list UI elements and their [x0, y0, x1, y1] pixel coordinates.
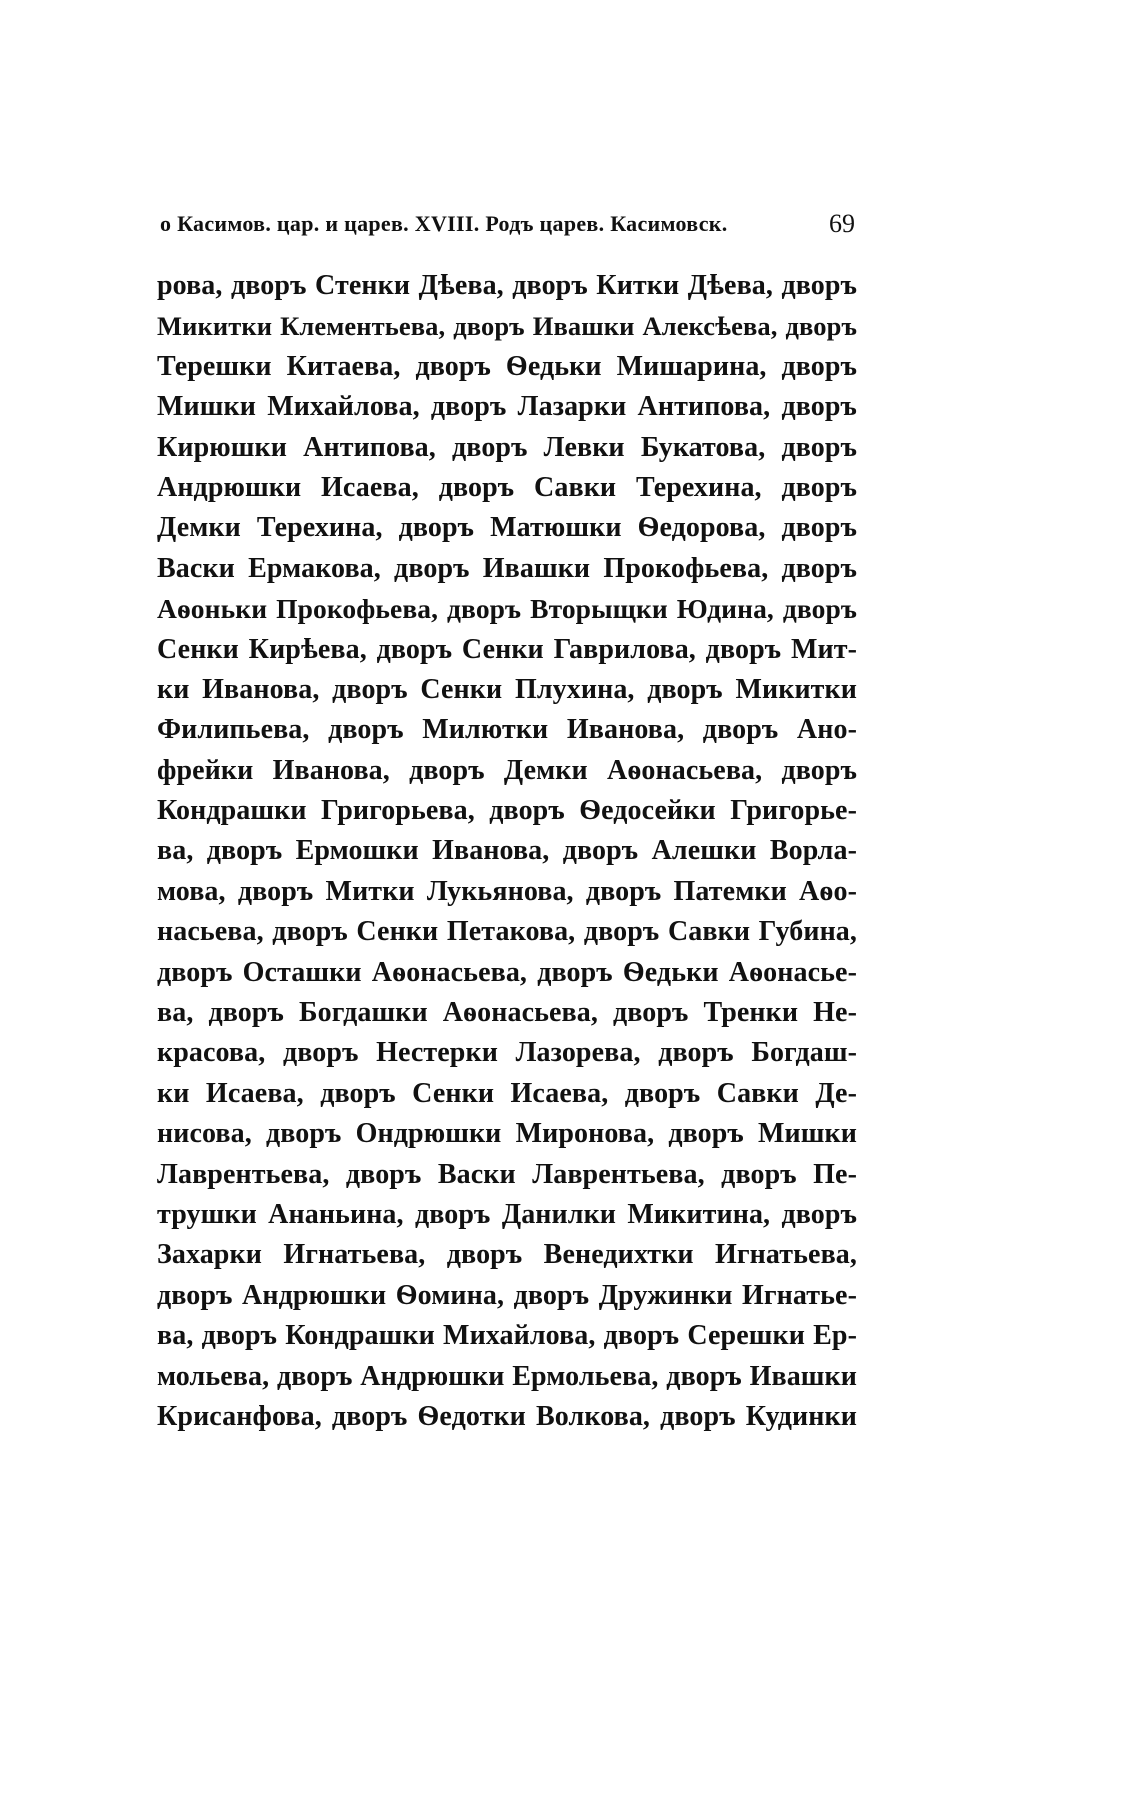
text-line: Филипьева, дворъ Милютки Иванова, дворъ Ано- [157, 714, 857, 746]
text-line: Лаврентьева, дворъ Васки Лаврентьева, дворъ Пе- [157, 1158, 857, 1190]
text-line: ва, дворъ Кондрашки Михайлова, дворъ Серешки Ер- [157, 1320, 857, 1352]
text-line: ки Исаева, дворъ Сенки Исаева, дворъ Савки Де- [157, 1077, 857, 1109]
text-line: трушки Ананьина, дворъ Данилки Микитина, дворъ [157, 1198, 857, 1230]
running-head [160, 204, 855, 244]
text-line: рова, дворъ Стенки Дѣева, дворъ Китки Дѣева, дворъ [157, 270, 857, 301]
page-number: 69 [829, 209, 855, 238]
text-line: Андрюшки Исаева, дворъ Савки Терехина, дворъ [157, 471, 857, 503]
text-line: мова, дворъ Митки Лукьянова, дворъ Патемки Аѳо- [157, 875, 857, 907]
text-line: насьева, дворъ Сенки Петакова, дворъ Савки Губина, [157, 916, 857, 948]
text-line: Захарки Игнатьева, дворъ Венедихтки Игнатьева, [157, 1239, 857, 1271]
text-line: Терешки Китаева, дворъ Ѳедьки Мишарина, дворъ [157, 350, 857, 382]
text-line: дворъ Осташки Аѳонасьева, дворъ Ѳедьки Аѳонасье- [157, 956, 857, 988]
text-line: нисова, дворъ Ондрюшки Миронова, дворъ Мишки [157, 1118, 857, 1150]
text-line: Сенки Кирѣева, дворъ Сенки Гаврилова, дворъ Мит- [157, 633, 857, 665]
text-line: Васки Ермакова, дворъ Ивашки Прокофьева, дворъ [157, 552, 857, 584]
text-line: красова, дворъ Нестерки Лазорева, дворъ Богдаш- [157, 1037, 857, 1069]
text-line: Кондрашки Григорьева, дворъ Ѳедосейки Григорье- [157, 795, 857, 827]
text-line: Кирюшки Антипова, дворъ Левки Букатова, дворъ [157, 431, 857, 463]
text-line: ва, дворъ Богдашки Аѳонасьева, дворъ Тренки Не- [157, 997, 857, 1029]
running-title: о Касимов. цар. и царев. XVIII. Родъ царев. Касимовск. [160, 211, 728, 236]
text-line: Крисанфова, дворъ Ѳедотки Волкова, дворъ Кудинки [157, 1400, 857, 1432]
text-line: Аѳоньки Прокофьева, дворъ Вторыщки Юдина, дворъ [157, 593, 857, 625]
text-line: Микитки Клементьева, дворъ Ивашки Алексѣева, дворъ [157, 311, 857, 342]
text-line: фрейки Иванова, дворъ Демки Аѳонасьева, дворъ [157, 754, 857, 786]
body-text [157, 266, 857, 1437]
text-line: ва, дворъ Ермошки Иванова, дворъ Алешки Ворла- [157, 835, 857, 867]
text-line: Демки Терехина, дворъ Матюшки Ѳедорова, дворъ [157, 512, 857, 544]
text-line: мольева, дворъ Андрюшки Ермольева, дворъ Ивашки [157, 1360, 857, 1392]
text-line: ки Иванова, дворъ Сенки Плухина, дворъ Микитки [157, 673, 857, 705]
text-line: Мишки Михайлова, дворъ Лазарки Антипова, дворъ [157, 391, 857, 423]
text-line: дворъ Андрюшки Ѳомина, дворъ Дружинки Игнатье- [157, 1279, 857, 1311]
